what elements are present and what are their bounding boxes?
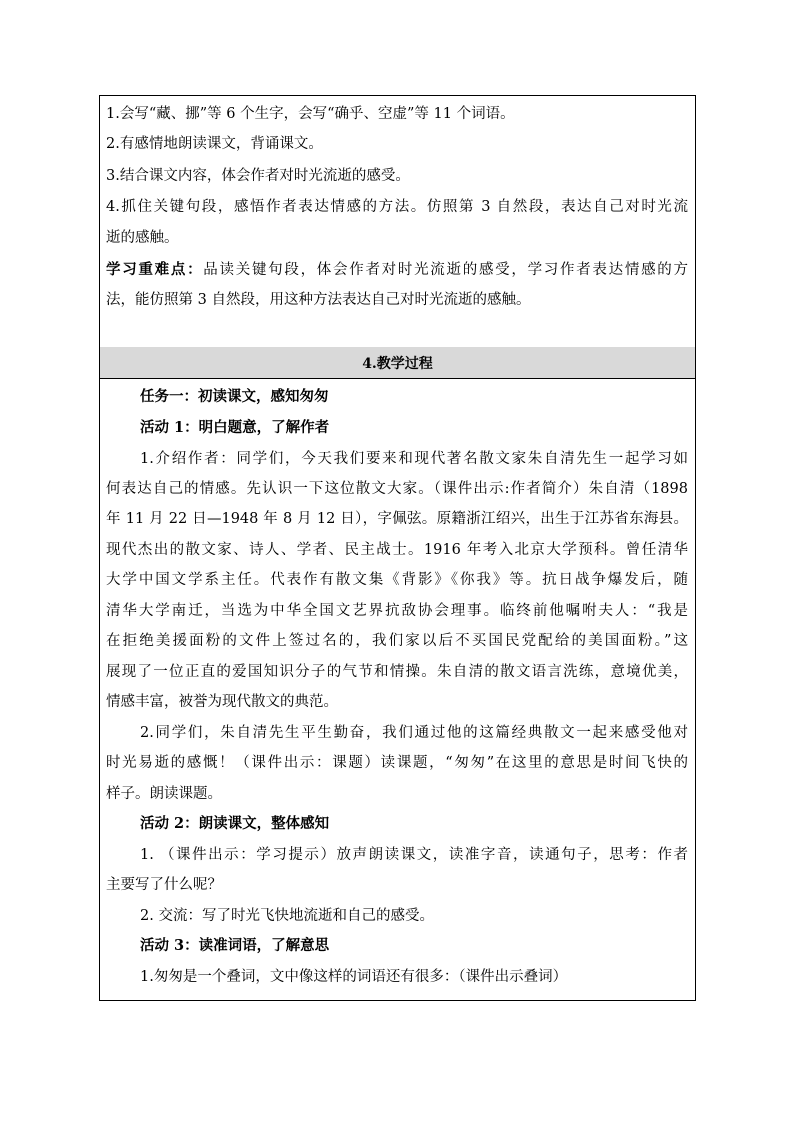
paragraph-line: 何表达自己的情感。先认识一下这位散文大家。（课件出示:作者简介）朱自清（1898 xyxy=(106,481,688,497)
section-header: 4.教学过程 xyxy=(100,347,695,379)
paragraph-line: 1.介绍作者：同学们，今天我们要来和现代著名散文家朱自清先生一起学习如 xyxy=(140,451,688,467)
paragraph-line: 现代杰出的散文家、诗人、学者、民主战士。1916 年考入北京大学预科。曾任清华 xyxy=(106,542,688,558)
objective-3: 3.结合课文内容，体会作者对时光流逝的感受。 xyxy=(106,168,410,184)
paragraph-line: 时光易逝的感慨！（课件出示：课题）读课题，“匆匆”在这里的意思是时间飞快的 xyxy=(106,755,688,771)
objective-4-line2: 逝的感触。 xyxy=(106,230,179,246)
paragraph-line: 2.同学们，朱自清先生平生勤奋，我们通过他的这篇经典散文一起来感受他对 xyxy=(140,725,688,741)
paragraph-line: 展现了一位正直的爱国知识分子的气节和情操。朱自清的散文语言洗练，意境优美， xyxy=(106,664,688,680)
task-1-heading: 任务一：初读课文，感知匆匆 xyxy=(140,388,329,405)
key-difficulty-line1 xyxy=(106,260,688,280)
key-difficulty-line2: 法，能仿照第 3 自然段，用这种方法表达自己对时光流逝的感触。 xyxy=(106,292,531,308)
paragraph-line: 1. （课件出示：学习提示）放声朗读课文，读准字音，读通句子，思考：作者 xyxy=(140,847,688,863)
activity-3-heading: 活动 3：读准词语，了解意思 xyxy=(140,937,330,954)
activity-1-heading: 活动 1：明白题意，了解作者 xyxy=(140,419,330,436)
activity-2-heading: 活动 2：朗读课文，整体感知 xyxy=(140,815,330,832)
lesson-table xyxy=(99,95,696,1001)
objective-2: 2.有感情地朗读课文，背诵课文。 xyxy=(106,136,323,152)
paragraph-line: 年 11 月 22 日—1948 年 8 月 12 日），字佩弦。原籍浙江绍兴，出生于江苏省东海县。 xyxy=(106,511,688,527)
paragraph-line: 情感丰富，被誉为现代散文的典范。 xyxy=(106,694,338,710)
paragraph-line: 主要写了什么呢？ xyxy=(106,877,222,893)
paragraph-line: 样子。朗读课题。 xyxy=(106,786,222,802)
paragraph-line: 2. 交流：写了时光飞快地流逝和自己的感受。 xyxy=(140,908,434,924)
process-cell xyxy=(100,379,695,1000)
objective-1: 1.会写“藏、挪”等 6 个生字，会写“确乎、空虚”等 11 个词语。 xyxy=(106,106,515,122)
paragraph-line: 大学中国文学系主任。代表作有散文集《背影》《你我》等。抗日战争爆发后，随 xyxy=(106,572,688,588)
key-difficulty-label: 学习重难点： xyxy=(106,261,204,278)
paragraph-line: 清华大学南迁，当选为中华全国文艺界抗敌协会理事。临终前他嘱咐夫人：“我是 xyxy=(106,603,688,619)
paragraph-line: 在拒绝美援面粉的文件上签过名的，我们家以后不买国民党配给的美国面粉。”这 xyxy=(106,633,688,649)
key-difficulty-text: 品读关键句段，体会作者对时光流逝的感受，学习作者表达情感的方 xyxy=(203,262,689,278)
paragraph-line: 1.匆匆是一个叠词，文中像这样的词语还有很多：（课件出示叠词） xyxy=(140,969,568,985)
objective-4-line1: 4.抓住关键句段，感悟作者表达情感的方法。仿照第 3 自然段，表达自己对时光流 xyxy=(106,199,688,215)
objectives-cell xyxy=(100,96,695,348)
